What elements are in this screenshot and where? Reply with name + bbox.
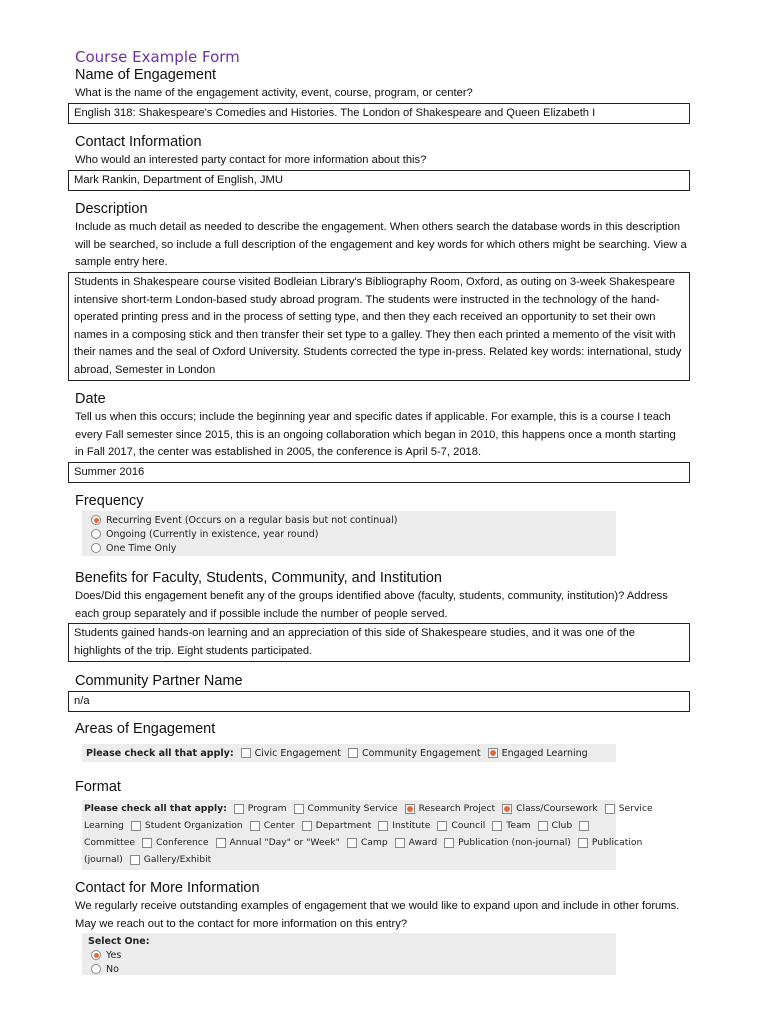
frequency-option-recurring[interactable] (82, 513, 616, 527)
format-option-service[interactable] (598, 803, 653, 814)
format-option-committee-label: Committee (84, 837, 135, 848)
checkbox-checked-icon (502, 804, 512, 814)
date-prompt: Tell us when this occurs; include the beginning year and specific dates if applicable. For example, this is a course I teach every Fall semester since 2015, this is an ongoing collaboration which began in 2010, this happens once a month starting in Fall 2017, the center was established in 2005, the conference is April 5-7, 2018. (75, 411, 676, 458)
more-info-heading: Contact for More Information (75, 880, 260, 896)
engagement-field[interactable]: English 318: Shakespeare's Comedies and Histories. The London of Shakespeare and Queen Elizabeth I (68, 103, 690, 124)
select-one-label: Select One: (88, 935, 150, 947)
option-label: Team (506, 820, 531, 831)
frequency-heading: Frequency (75, 493, 144, 509)
checkbox-icon (142, 838, 152, 848)
frequency-options (82, 511, 616, 556)
format-option-class-coursework[interactable] (495, 803, 598, 814)
format-option-community-service[interactable] (287, 803, 398, 814)
more-info-options (82, 933, 616, 975)
format-option-annual-day[interactable] (209, 837, 340, 848)
checkbox-icon (302, 821, 312, 831)
option-label: Recurring Event (Occurs on a regular basis but not continual) (106, 514, 398, 526)
option-label: Council (451, 820, 486, 831)
format-option-research-project[interactable] (398, 803, 496, 814)
format-option-publication-non-journal[interactable] (437, 837, 571, 848)
checkbox-icon (347, 838, 357, 848)
format-lead: Please check all that apply: (84, 803, 227, 814)
benefits-prompt: Does/Did this engagement benefit any of the groups identified above (faculty, students, community, institution)? Address each group separately and if possible include the number of people served. (75, 590, 668, 620)
benefits-field[interactable]: Students gained hands-on learning and an appreciation of this side of Shakespeare studies, and it was one of the highlights of the trip. Eight students participated. (68, 623, 690, 662)
description-heading: Description (75, 201, 148, 217)
radio-icon (91, 543, 101, 553)
contact-field[interactable]: Mark Rankin, Department of English, JMU (68, 170, 690, 191)
partner-field[interactable]: n/a (68, 691, 690, 712)
option-label: Camp (360, 837, 388, 848)
option-label: Ongoing (Currently in existence, year round) (106, 528, 319, 540)
option-label: Department (315, 820, 372, 831)
form-title: Course Example Form (75, 48, 240, 66)
format-option-program[interactable] (227, 803, 287, 814)
format-option-council[interactable] (430, 820, 485, 831)
format-options (82, 800, 653, 870)
contact-heading: Contact Information (75, 134, 202, 150)
checkbox-icon (378, 821, 388, 831)
engagement-heading: Name of Engagement (75, 67, 217, 83)
checkbox-icon (437, 821, 447, 831)
checkbox-icon (234, 804, 244, 814)
option-label: Class/Coursework (516, 803, 598, 814)
checkbox-icon (492, 821, 502, 831)
format-option-center[interactable] (243, 820, 295, 831)
option-label: Civic Engagement (254, 747, 342, 759)
option-label: Club (551, 820, 573, 831)
checkbox-icon (216, 838, 226, 848)
format-option-camp[interactable] (340, 837, 388, 848)
format-option-committee[interactable] (572, 821, 593, 831)
radio-icon (91, 964, 101, 974)
areas-option-community[interactable] (341, 748, 481, 759)
checkbox-icon (131, 821, 141, 831)
areas-lead: Please check all that apply: (86, 747, 234, 759)
format-option-journal-label: (journal) (84, 854, 123, 865)
option-label: Community Service (307, 803, 398, 814)
format-option-gallery-exhibit[interactable] (123, 854, 211, 865)
checkbox-icon (250, 821, 260, 831)
option-label: Service (618, 803, 653, 814)
checkbox-checked-icon (405, 804, 415, 814)
areas-heading: Areas of Engagement (75, 721, 216, 737)
format-option-award[interactable] (388, 837, 438, 848)
more-info-option-yes[interactable] (82, 948, 616, 962)
areas-option-engaged-learning[interactable] (481, 748, 588, 759)
date-field[interactable]: Summer 2016 (68, 462, 690, 483)
benefits-heading: Benefits for Faculty, Students, Community, and Institution (75, 570, 442, 586)
contact-prompt: Who would an interested party contact for more information about this? (75, 154, 427, 166)
format-option-conference[interactable] (135, 837, 209, 848)
checkbox-icon (578, 838, 588, 848)
format-option-club[interactable] (531, 820, 573, 831)
option-label: Center (263, 820, 295, 831)
option-label: Yes (106, 949, 122, 961)
checkbox-icon (605, 804, 615, 814)
checkbox-icon (538, 821, 548, 831)
option-label: Annual "Day" or "Week" (229, 837, 340, 848)
option-label: Program (247, 803, 287, 814)
more-info-option-no[interactable] (82, 962, 616, 976)
checkbox-icon (130, 855, 140, 865)
engagement-prompt: What is the name of the engagement activity, event, course, program, or center? (75, 87, 473, 99)
format-option-institute[interactable] (371, 820, 430, 831)
radio-selected-icon (91, 515, 101, 525)
option-label: Publication (591, 837, 643, 848)
description-field[interactable]: Students in Shakespeare course visited Bodleian Library's Bibliography Room, Oxford, as outing on 3-week Shakespeare intensive short-term London-based study abroad program. The students were instructed in the technology of the hand-operated printing press and in the process of setting type, and then they each received an opportunity to set their own names in a composing stick and then transfer their set type to a galley. They then each printed a memento of the visit with their names and the seal of Oxford University. Students corrected the type in-press. Related key words: international, study abroad, Semester in London (68, 272, 690, 381)
option-label: Community Engagement (362, 747, 481, 759)
option-label: No (106, 963, 119, 975)
radio-selected-icon (91, 950, 101, 960)
areas-options (82, 744, 616, 762)
option-label: Award (408, 837, 438, 848)
frequency-option-ongoing[interactable] (82, 527, 616, 541)
option-label: Publication (non-journal) (458, 837, 571, 848)
checkbox-icon (348, 748, 358, 758)
format-heading: Format (75, 779, 121, 795)
checkbox-icon (395, 838, 405, 848)
option-label: Gallery/Exhibit (143, 854, 212, 865)
format-option-team[interactable] (485, 820, 530, 831)
partner-heading: Community Partner Name (75, 673, 243, 689)
checkbox-icon (241, 748, 251, 758)
frequency-option-one-time[interactable] (82, 541, 616, 555)
radio-icon (91, 529, 101, 539)
date-heading: Date (75, 391, 106, 407)
checkbox-icon (294, 804, 304, 814)
areas-option-civic[interactable] (234, 748, 341, 759)
option-label: Student Organization (144, 820, 243, 831)
format-option-service-continued: Learning (84, 820, 124, 831)
description-prompt: Include as much detail as needed to describe the engagement. When others search the database words in this description will be searched, so include a full description of the engagement and key words for which others might be searching. View a sample entry here. (75, 221, 687, 268)
format-option-department[interactable] (295, 820, 372, 831)
option-label: Research Project (418, 803, 496, 814)
more-info-prompt: We regularly receive outstanding examples of engagement that we would like to expand upon and include in other forums. May we reach out to the contact for more information on this entry? (75, 900, 680, 930)
checkbox-icon (444, 838, 454, 848)
option-label: Institute (392, 820, 431, 831)
format-option-student-organization[interactable] (124, 820, 243, 831)
checkbox-checked-icon (488, 748, 498, 758)
option-label: One Time Only (106, 542, 177, 554)
option-label: Engaged Learning (501, 747, 588, 759)
format-option-publication-journal[interactable] (571, 837, 642, 848)
option-label: Conference (156, 837, 209, 848)
checkbox-icon (579, 821, 589, 831)
